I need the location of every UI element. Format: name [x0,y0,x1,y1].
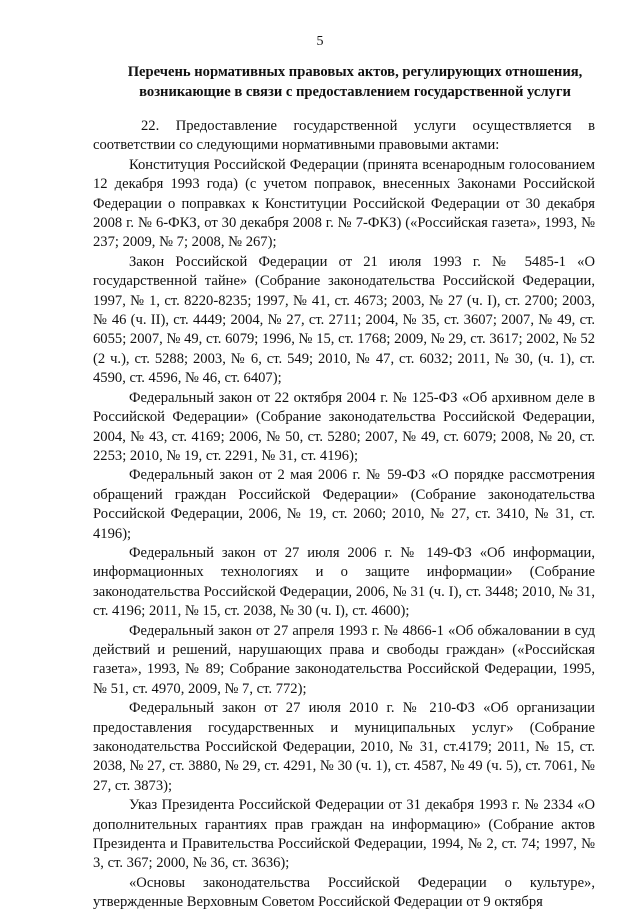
page-number: 5 [316,34,324,49]
paragraph-constitution: Конституция Российской Федерации (принята всенародным голосованием 12 декабря 1993 года) (с учетом поправок, внесенных Законами Российской Федерации о поправках к Конституции Российской Федерации от 30 декабря 2008 г. № 6-ФКЗ, от 30 декабря 2008 г. № 7-ФКЗ) («Российская газета», 1993, № 237; 2009, № 7; 2008, № 267); [93,156,595,251]
paragraph-culture-basics: «Основы законодательства Российской Федерации о культуре», утвержденные Верховным Советом Российской Федерации от 9 октября [93,874,595,911]
paragraph-information-law: Федеральный закон от 27 июля 2006 г. № 149-ФЗ «Об информации, информационных технологиях и о защите информации» (Собрание законодательства Российской Федерации, 2006, № 31 (ч. I), ст. 3448; 2010, № 31, ст. 4196; 2011, № 15, ст. 2038, № 30 (ч. I), ст. 4600); [93,544,595,620]
paragraph-archive-law: Федеральный закон от 22 октября 2004 г. № 125-ФЗ «Об архивном деле в Российской Федерации» (Собрание законодательства Российской Федерации, 2004, № 43, ст. 4169; 2006, № 50, ст. 5280; 2007, № 49, ст. 6079; 2008, № 20, ст. 2253; 2010, № 19, ст. 2291, № 31, ст. 4196); [93,389,595,464]
paragraph-court-appeal-law: Федеральный закон от 27 апреля 1993 г. № 4866-1 «Об обжаловании в суд действий и решений, нарушающих права и свободы граждан» («Российская газета», 1993, № 89; Собрание законодательства Российской Федерации, 1995, № 51, ст. 4970, 2009, № 7, ст. 772); [93,622,595,697]
paragraph-citizen-appeals-law: Федеральный закон от 2 мая 2006 г. № 59-ФЗ «О порядке рассмотрения обращений граждан Российской Федерации» (Собрание законодательства Российской Федерации, 2006, № 19, ст. 2060; 2010, № 27, ст. 3410, № 31, ст. 4196); [93,467,595,542]
paragraph-state-secret-law: Закон Российской Федерации от 21 июля 1993 г. № 5485-1 «О государственной тайне» (Собрание законодательства Российской Федерации, 1997, № 1, ст. 8220-8235; 1997, № 41, ст. 4673; 2003, № 27 (ч. I), ст. 2700; 2003, № 46 (ч. II), ст. 4449; 2004, № 27, ст. 2711; 2004, № 35, ст. 3607; 2007, № 49, ст. 6055; 2007, № 49, ст. 6079; 1996, № 15, ст. 1768; 2009, № 29, ст. 3617; 2002, № 52 (2 ч.), ст. 5288; 2003, № 6, ст. 549; 2010, № 47, ст. 6032; 2011, № 30, (ч. 1), ст. 4590, ст. 4596, № 46, ст. 6407); [93,253,595,387]
paragraph-clause-22: 22. Предоставление государственной услуги осуществляется в соответствии со следующими нормативными правовыми актами: [93,118,595,154]
paragraph-presidential-decree: Указ Президента Российской Федерации от 31 декабря 1993 г. № 2334 «О дополнительных гарантиях прав граждан на информацию» (Собрание актов Президента и Правительства Российской Федерации, 1994, № 2, ст. 74; 1997, № 3, ст. 367; 2000, № 36, ст. 3636); [93,797,595,872]
paragraph-public-services-law: Федеральный закон от 27 июля 2010 г. № 210-ФЗ «Об организации предоставления государственных и муниципальных услуг» (Собрание законодательства Российской Федерации, 2010, № 31, ст.4179; 2011, № 15, ст. 2038, № 27, ст. 3880, № 29, ст. 4291, № 30 (ч. 1), ст. 4587, № 49 (ч. 5), ст. 7061, № 27, ст. 3873); [93,700,595,794]
document-body [93,117,595,913]
section-heading: Перечень нормативных правовых актов, регулирующих отношения, возникающие в связи с предоставлением государственной услуги [127,64,583,100]
